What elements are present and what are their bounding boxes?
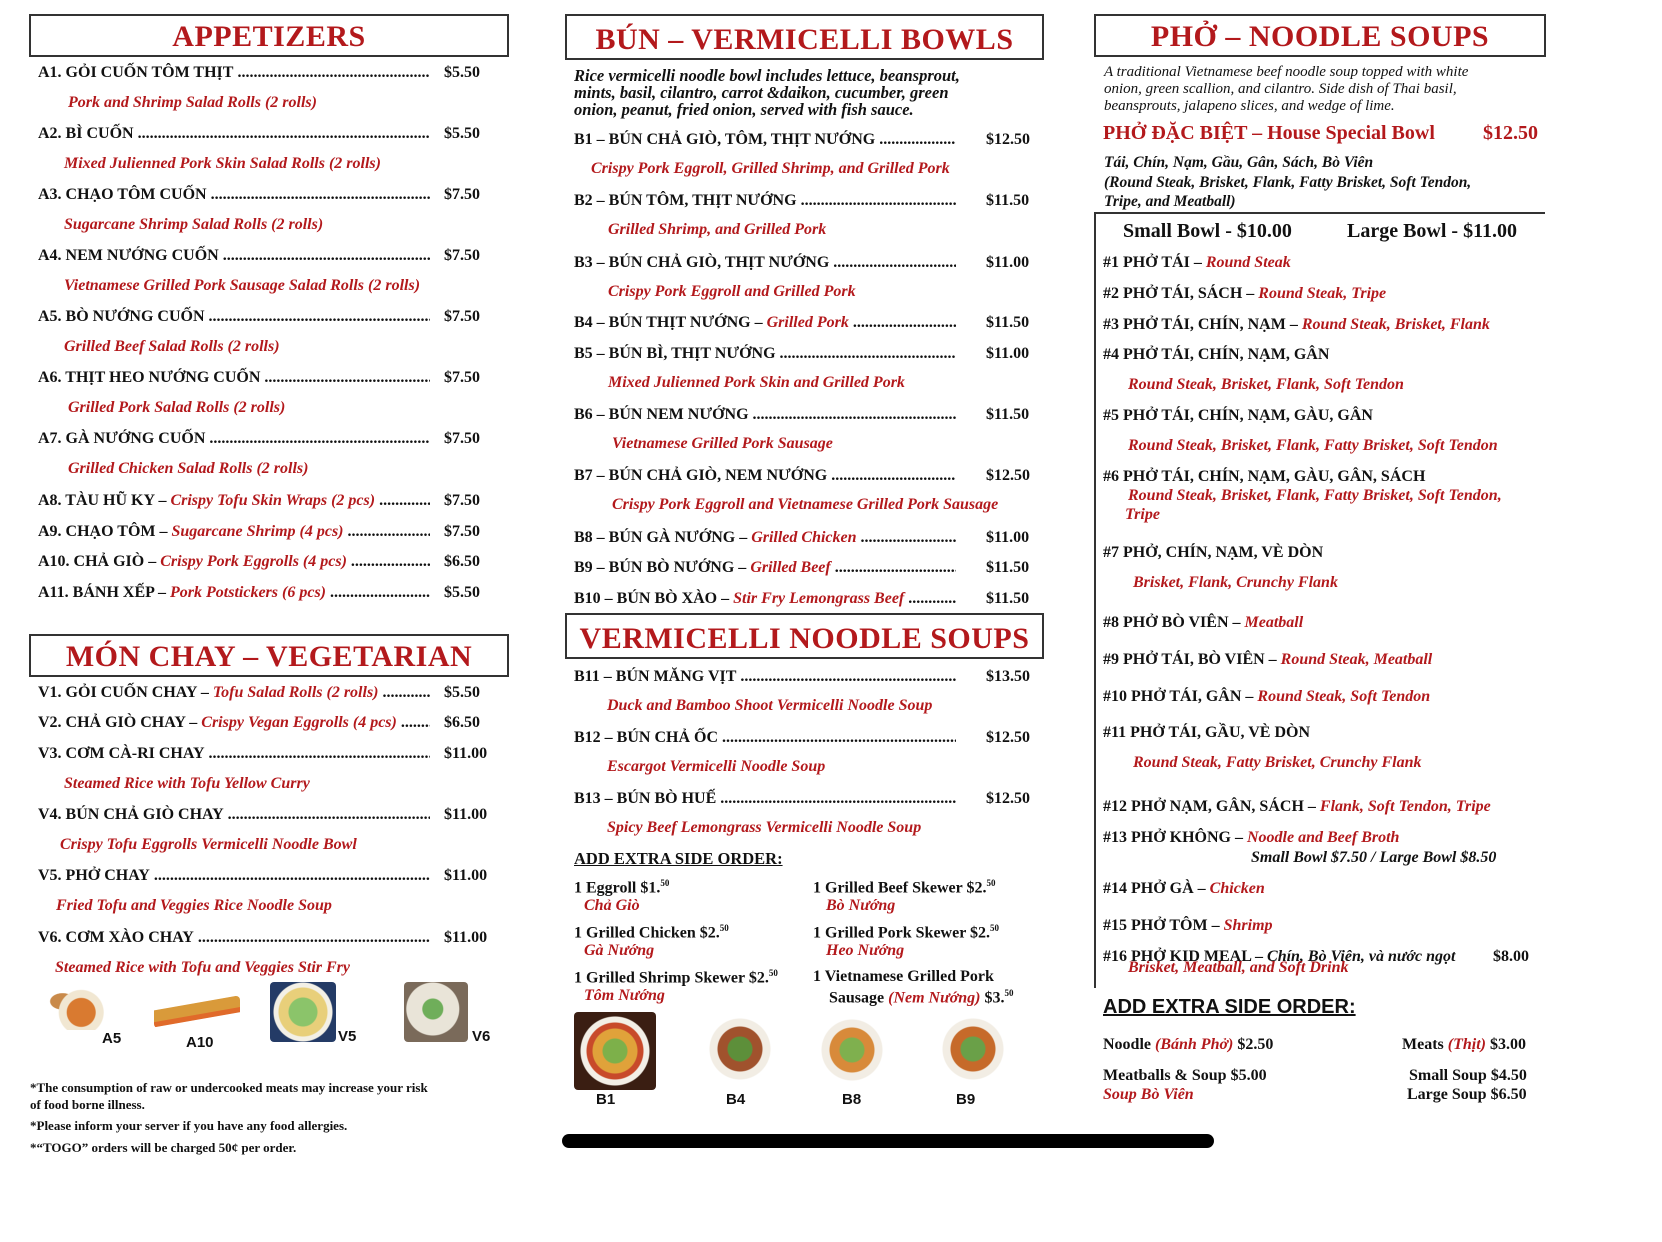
item-name-text: B12 – BÚN CHẢ ỐC	[574, 729, 719, 746]
extra-small-soup: Small Soup $4.50	[1409, 1067, 1527, 1084]
photo-label-b1: B1	[596, 1091, 616, 1108]
extra-large-soup: Large Soup $6.50	[1407, 1086, 1527, 1103]
vegetarian-item-name	[38, 929, 430, 947]
extra-sausage-vn: (Nem Nướng)	[888, 989, 981, 1007]
pho-item-english: Round Steak	[1205, 254, 1291, 271]
bun-item-description: Vietnamese Grilled Pork Sausage	[612, 435, 833, 452]
extra-meatballs-vn: Soup Bò Viên	[1103, 1086, 1194, 1103]
pho-special-desc-3: Tripe, and Meatball)	[1104, 193, 1236, 210]
appetizer-item-price: $5.50	[444, 64, 480, 81]
item-name-text: B13 – BÚN BÒ HUẾ	[574, 790, 717, 807]
item-name-text: A3. CHẠO TÔM CUỐN	[38, 186, 207, 203]
item-name-text: B2 – BÚN TÔM, THỊT NƯỚNG	[574, 192, 797, 209]
dot-leader	[861, 529, 956, 547]
pho-item-english: Chín, Bò Viên, và nước ngọt	[1267, 948, 1456, 965]
item-name-text: B8 – BÚN GÀ NƯỚNG –	[574, 529, 752, 546]
vegetarian-item-name	[38, 745, 430, 763]
dot-leader	[198, 929, 430, 947]
photo-a5	[44, 986, 106, 1030]
item-name-text: B6 – BÚN NEM NƯỚNG	[574, 406, 749, 423]
pho-item-description: Brisket, Flank, Crunchy Flank	[1133, 574, 1338, 591]
photo-a10	[154, 996, 240, 1028]
pho-title: PHỞ – NOODLE SOUPS	[1094, 14, 1546, 57]
pho-item-name-text: #13 PHỞ KHÔNG –	[1103, 829, 1247, 846]
bun-title: BÚN – VERMICELLI BOWLS	[565, 14, 1044, 60]
pho-item-english: Round Steak, Meatball	[1280, 651, 1433, 668]
item-name-text: B10 – BÚN BÒ XÀO –	[574, 590, 734, 607]
item-english-name: Sugarcane Shrimp (4 pcs)	[171, 523, 344, 540]
bun-item-name	[574, 314, 956, 332]
item-name-text: A8. TÀU HŨ KY –	[38, 492, 171, 509]
soup-item-name	[574, 729, 956, 747]
vegetarian-item-price: $11.00	[444, 806, 488, 823]
pho-left-rule	[1094, 212, 1096, 988]
photo-label-v6: V6	[472, 1028, 491, 1045]
appetizer-item-name	[38, 308, 430, 326]
vegetarian-item-description: Fried Tofu and Veggies Rice Noodle Soup	[56, 897, 332, 914]
dot-leader	[780, 345, 956, 363]
item-name-text: B4 – BÚN THỊT NƯỚNG –	[574, 314, 767, 331]
dot-leader	[351, 553, 430, 571]
pho-desc-line-3: beansprouts, jalapeno slices, and wedge of lime.	[1104, 98, 1395, 114]
pho-special-desc-2: (Round Steak, Brisket, Flank, Fatty Brisket, Soft Tendon,	[1104, 174, 1472, 191]
extra-sausage-pre: Sausage	[829, 989, 889, 1007]
dot-leader	[138, 125, 430, 143]
pho-item-name	[1103, 544, 1323, 562]
pho-item-name-text: #10 PHỞ TÁI, GÂN –	[1103, 688, 1258, 705]
appetizer-item-price: $7.50	[444, 430, 480, 447]
dot-leader	[853, 314, 956, 332]
appetizer-item-price: $7.50	[444, 523, 480, 540]
appetizer-item-price: $6.50	[444, 553, 480, 570]
appetizer-item-name	[38, 125, 430, 143]
item-english-name: Crispy Pork Eggrolls (4 pcs)	[160, 553, 347, 570]
soup-item-price: $12.50	[986, 790, 1030, 807]
pho-item-english: Round Steak, Tripe	[1258, 285, 1387, 302]
item-english-name: Pork Potstickers (6 pcs)	[170, 584, 326, 601]
pho-item-name	[1103, 614, 1303, 632]
appetizer-item-name	[38, 369, 430, 387]
pho-item-name	[1103, 254, 1291, 272]
pho-item-name	[1103, 829, 1399, 847]
vegetarian-item-price: $11.00	[444, 929, 488, 946]
bun-extras-title: ADD EXTRA SIDE ORDER:	[574, 849, 783, 868]
pho-item-name-text: #14 PHỞ GÀ –	[1103, 880, 1210, 897]
item-english-name: Crispy Tofu Skin Wraps (2 pcs)	[170, 492, 376, 509]
pho-item-english: Flank, Soft Tendon, Tripe	[1319, 798, 1491, 815]
pho-item-name	[1103, 316, 1490, 334]
soup-item-description: Spicy Beef Lemongrass Vermicelli Noodle Soup	[607, 819, 922, 836]
vegetarian-item-description: Steamed Rice with Tofu Yellow Curry	[64, 775, 310, 792]
appetizer-item-description: Mixed Julienned Pork Skin Salad Rolls (2 rolls)	[64, 155, 381, 172]
dot-leader	[831, 467, 956, 485]
dot-leader	[835, 559, 956, 577]
item-name-text: B5 – BÚN BÌ, THỊT NƯỚNG	[574, 345, 776, 362]
bun-desc-line-1: Rice vermicelli noodle bowl includes lettuce, beansprout,	[574, 66, 960, 85]
pho-item-name	[1103, 346, 1329, 364]
appetizer-item-name	[38, 64, 430, 82]
dot-leader	[801, 192, 956, 210]
extra-side-name: 1 Grilled Pork Skewer $2.	[813, 924, 991, 942]
item-name-text: V4. BÚN CHẢ GIÒ CHAY	[38, 806, 224, 823]
bun-item-name	[574, 406, 956, 424]
appetizer-item-price: $5.50	[444, 125, 480, 142]
appetizer-item-price: $7.50	[444, 492, 480, 509]
photo-label-b9: B9	[956, 1091, 976, 1108]
appetizer-item-name	[38, 430, 430, 448]
appetizer-item-name	[38, 553, 430, 571]
scrollbar[interactable]	[562, 1134, 1214, 1148]
bun-item-price: $11.00	[986, 345, 1030, 362]
pho-item-name-text: #5 PHỞ TÁI, CHÍN, NẠM, GÀU, GÂN	[1103, 407, 1373, 424]
vegetarian-item-description: Steamed Rice with Tofu and Veggies Stir Fry	[55, 959, 350, 976]
extra-side-vn-name: Gà Nướng	[584, 942, 655, 959]
appetizer-item-price: $7.50	[444, 308, 480, 325]
soup-item-description: Escargot Vermicelli Noodle Soup	[607, 758, 826, 775]
dot-leader	[209, 745, 430, 763]
pho-item-name-text: #9 PHỞ TÁI, BÒ VIÊN –	[1103, 651, 1281, 668]
vegetarian-item-description: Crispy Tofu Eggrolls Vermicelli Noodle Bowl	[60, 836, 357, 853]
extra-side-name: 1 Eggroll $1.	[574, 879, 661, 897]
dot-leader	[908, 590, 956, 608]
vegetarian-item-price: $11.00	[444, 867, 488, 884]
vegetarian-item-name	[38, 806, 430, 824]
extra-side-item	[574, 923, 729, 942]
dot-leader	[753, 406, 956, 424]
extra-side-cents: 50	[660, 878, 670, 888]
pho-item-name	[1103, 880, 1265, 898]
dot-leader	[209, 308, 430, 326]
bun-item-price: $12.50	[986, 131, 1030, 148]
vegetarian-item-name	[38, 867, 430, 885]
item-name-text: V6. CƠM XÀO CHAY	[38, 929, 194, 946]
item-english-name: Tofu Salad Rolls (2 rolls)	[212, 684, 379, 701]
vegetarian-item-price: $6.50	[444, 714, 480, 731]
appetizer-item-description: Grilled Chicken Salad Rolls (2 rolls)	[68, 460, 309, 477]
bun-item-price: $11.50	[986, 314, 1030, 331]
appetizer-item-description: Vietnamese Grilled Pork Sausage Salad Rolls (2 rolls)	[64, 277, 421, 294]
extra-meats-price: $3.00	[1485, 1036, 1526, 1053]
pho-item-name	[1103, 468, 1425, 486]
pho-item-name	[1103, 917, 1273, 935]
pho-item-name-text: #4 PHỞ TÁI, CHÍN, NẠM, GÂN	[1103, 346, 1330, 363]
photo-b4	[704, 1012, 776, 1086]
item-english-name: Grilled Pork	[766, 314, 849, 331]
bun-item-name	[574, 467, 956, 485]
item-name-text: A10. CHẢ GIÒ –	[38, 553, 161, 570]
pho-extras-title: ADD EXTRA SIDE ORDER:	[1103, 996, 1356, 1018]
pho-item-name-text: #8 PHỞ BÒ VIÊN –	[1103, 614, 1245, 631]
appetizer-item-name	[38, 492, 430, 510]
item-name-text: V5. PHỞ CHAY	[38, 867, 150, 884]
bun-item-description: Crispy Pork Eggroll and Grilled Pork	[608, 283, 856, 300]
bun-item-price: $11.50	[986, 559, 1030, 576]
vegetarian-title: MÓN CHAY – VEGETARIAN	[29, 634, 509, 677]
pho-item-english: Chicken	[1209, 880, 1265, 897]
item-english-name: Grilled Chicken	[751, 529, 857, 546]
bun-item-name	[574, 559, 956, 577]
pho-item-name-text: #11 PHỞ TÁI, GẦU, VÈ DÒN	[1103, 724, 1310, 741]
appetizer-item-price: $7.50	[444, 186, 480, 203]
dot-leader	[379, 492, 430, 510]
extra-side-item	[813, 923, 999, 942]
dot-leader	[330, 584, 430, 602]
bun-item-name	[574, 345, 956, 363]
pho-item-description-cont: Tripe	[1125, 506, 1160, 523]
pho-item-name	[1103, 724, 1310, 742]
dot-leader	[154, 867, 430, 885]
item-name-text: A7. GÀ NƯỚNG CUỐN	[38, 430, 206, 447]
dot-leader	[740, 668, 956, 686]
photo-b1	[574, 1012, 656, 1090]
pho-item-name	[1103, 688, 1430, 706]
appetizer-item-description: Pork and Shrimp Salad Rolls (2 rolls)	[68, 94, 317, 111]
extra-side-item	[574, 968, 778, 987]
extra-noodle-pre: Noodle	[1103, 1036, 1155, 1053]
dot-leader	[209, 430, 430, 448]
dot-leader	[383, 684, 431, 702]
bun-item-name	[574, 590, 956, 608]
item-name-text: B9 – BÚN BÒ NƯỚNG –	[574, 559, 751, 576]
bun-item-price: $11.00	[986, 529, 1030, 546]
pho-item-name-text: #15 PHỞ TÔM –	[1103, 917, 1224, 934]
item-name-text: A11. BÁNH XẾP –	[38, 584, 171, 601]
vegetarian-item-name	[38, 684, 430, 702]
extra-meats-pre: Meats	[1402, 1036, 1448, 1053]
item-name-text: V1. GỎI CUỐN CHAY –	[38, 684, 213, 701]
extra-side-cents: 50	[990, 923, 1000, 933]
pho-special-name: PHỞ ĐẶC BIỆT – House Special Bowl	[1103, 122, 1435, 144]
pho-special-desc-1: Tái, Chín, Nạm, Gầu, Gân, Sách, Bò Viên	[1104, 154, 1374, 171]
pho-item-name-text: #7 PHỞ, CHÍN, NẠM, VÈ DÒN	[1103, 544, 1324, 561]
extra-side-vn-name: Tôm Nướng	[584, 987, 665, 1004]
extra-side-item	[574, 878, 669, 897]
pho-item-name-text: #12 PHỞ NẠM, GÂN, SÁCH –	[1103, 798, 1320, 815]
pho-item-sizes: Small Bowl $7.50 / Large Bowl $8.50	[1251, 849, 1497, 866]
soup-item-name	[574, 668, 956, 686]
extra-side-cents: 50	[719, 923, 729, 933]
bun-item-description: Crispy Pork Eggroll and Vietnamese Grilled Pork Sausage	[612, 496, 999, 513]
item-name-text: B7 – BÚN CHẢ GIÒ, NEM NƯỚNG	[574, 467, 828, 484]
photo-v5	[270, 982, 336, 1042]
extra-side-vn-name: Heo Nướng	[826, 942, 905, 959]
dot-leader	[264, 369, 430, 387]
item-name-text: A2. BÌ CUỐN	[38, 125, 134, 142]
photo-v6	[404, 982, 468, 1042]
dot-leader	[211, 186, 430, 204]
bun-item-description: Mixed Julienned Pork Skin and Grilled Pork	[608, 374, 905, 391]
appetizer-item-price: $7.50	[444, 247, 480, 264]
item-name-text: V2. CHẢ GIÒ CHAY –	[38, 714, 202, 731]
item-name-text: A4. NEM NƯỚNG CUỐN	[38, 247, 219, 264]
photo-label-b4: B4	[726, 1091, 746, 1108]
pho-item-name-text: #16 PHỞ KID MEAL –	[1103, 948, 1268, 965]
soup-item-price: $13.50	[986, 668, 1030, 685]
bun-item-price: $11.00	[986, 254, 1030, 271]
extra-side-vn-name: Chả Giò	[584, 897, 640, 914]
dot-leader	[722, 729, 956, 747]
appetizer-item-description: Grilled Beef Salad Rolls (2 rolls)	[64, 338, 280, 355]
soups-title: VERMICELLI NOODLE SOUPS	[565, 613, 1044, 659]
extra-meatballs: Meatballs & Soup $5.00	[1103, 1067, 1267, 1084]
pho-item-english: Round Steak, Soft Tendon	[1257, 688, 1431, 705]
photo-b9	[934, 1012, 1012, 1086]
photo-label-b8: B8	[842, 1091, 862, 1108]
item-name-text: B3 – BÚN CHẢ GIÒ, THỊT NƯỚNG	[574, 254, 830, 271]
pho-item-name-text: #3 PHỞ TÁI, CHÍN, NẠM –	[1103, 316, 1302, 333]
note-raw-meat: *The consumption of raw or undercooked meats may increase your risk	[30, 1080, 428, 1095]
extra-sausage-sup: 50	[1004, 988, 1014, 998]
extra-sausage-price: $3.	[980, 989, 1005, 1007]
vegetarian-item-name	[38, 714, 430, 732]
extra-sausage-line2	[829, 988, 1014, 1007]
pho-item-english: Meatball	[1244, 614, 1304, 631]
vegetarian-item-price: $5.50	[444, 684, 480, 701]
note-togo: *“TOGO” orders will be charged 50¢ per order.	[30, 1140, 297, 1155]
extra-side-item	[813, 878, 995, 897]
dot-leader	[237, 64, 430, 82]
item-english-name: Crispy Vegan Eggrolls (4 pcs)	[201, 714, 397, 731]
pho-item-name-text: #1 PHỞ TÁI –	[1103, 254, 1206, 271]
note-allergies: *Please inform your server if you have any food allergies.	[30, 1118, 348, 1133]
appetizers-title: APPETIZERS	[29, 14, 509, 57]
extra-side-cents: 50	[986, 878, 996, 888]
photo-label-a10: A10	[186, 1034, 214, 1051]
item-name-text: A6. THỊT HEO NƯỚNG CUỐN	[38, 369, 261, 386]
bun-item-price: $11.50	[986, 590, 1030, 607]
photo-label-v5: V5	[338, 1028, 357, 1045]
item-name-text: V3. CƠM CÀ-RI CHAY	[38, 745, 205, 762]
bun-item-price: $11.50	[986, 192, 1030, 209]
dot-leader	[223, 247, 430, 265]
dot-leader	[401, 714, 430, 732]
pho-large-bowl: Large Bowl - $11.00	[1347, 220, 1517, 242]
appetizer-item-price: $5.50	[444, 584, 480, 601]
bun-desc-line-2: mints, basil, cilantro, carrot &daikon, cucumber, green	[574, 83, 949, 102]
bun-item-description: Crispy Pork Eggroll, Grilled Shrimp, and Grilled Pork	[591, 160, 950, 177]
photo-b8	[814, 1014, 890, 1086]
appetizer-item-name	[38, 584, 430, 602]
pho-item-name	[1103, 798, 1491, 816]
pho-item-english: Shrimp	[1223, 917, 1273, 934]
pho-special-price: $12.50	[1483, 122, 1538, 144]
pho-divider	[1094, 212, 1545, 214]
extra-noodle-vn: (Bánh Phở)	[1155, 1036, 1234, 1053]
pho-item-english: Noodle and Beef Broth	[1247, 829, 1400, 846]
pho-item-name	[1103, 407, 1373, 425]
item-name-text: B11 – BÚN MĂNG VỊT	[574, 668, 737, 685]
dot-leader	[348, 523, 430, 541]
soup-item-description: Duck and Bamboo Shoot Vermicelli Noodle Soup	[607, 697, 933, 714]
pho-item-description: Round Steak, Fatty Brisket, Crunchy Flank	[1133, 754, 1422, 771]
pho-item-name-text: #6 PHỞ TÁI, CHÍN, NẠM, GÀU, GÂN, SÁCH	[1103, 468, 1426, 485]
soup-item-price: $12.50	[986, 729, 1030, 746]
extra-side-name: 1 Grilled Shrimp Skewer $2.	[574, 969, 769, 987]
pho-item-description: Round Steak, Brisket, Flank, Fatty Brisket, Soft Tendon,	[1128, 487, 1502, 504]
extra-meats	[1402, 1036, 1526, 1054]
soup-item-name	[574, 790, 956, 808]
appetizer-item-description: Sugarcane Shrimp Salad Rolls (2 rolls)	[64, 216, 324, 233]
pho-item-name	[1103, 651, 1432, 669]
extra-sausage: 1 Vietnamese Grilled Pork	[813, 968, 994, 985]
pho-desc-line-1: A traditional Vietnamese beef noodle soup topped with white	[1104, 64, 1469, 80]
appetizer-item-description: Grilled Pork Salad Rolls (2 rolls)	[68, 399, 286, 416]
item-name-text: B1 – BÚN CHẢ GIÒ, TÔM, THỊT NƯỚNG	[574, 131, 876, 148]
dot-leader	[833, 254, 956, 272]
bun-item-price: $11.50	[986, 406, 1030, 423]
pho-item-description: Brisket, Meatball, and Soft Drink	[1128, 959, 1349, 976]
pho-item-price: $8.00	[1493, 948, 1529, 965]
extra-side-cents: 50	[768, 968, 778, 978]
bun-item-name	[574, 131, 956, 149]
extra-side-name: 1 Grilled Beef Skewer $2.	[813, 879, 987, 897]
appetizer-item-name	[38, 247, 430, 265]
bun-desc-line-3: onion, peanut, fried onion, served with fish sauce.	[574, 100, 914, 119]
extra-noodle-price: $2.50	[1233, 1036, 1274, 1053]
pho-item-description: Round Steak, Brisket, Flank, Soft Tendon	[1128, 376, 1404, 393]
pho-item-name-text: #2 PHỞ TÁI, SÁCH –	[1103, 285, 1259, 302]
pho-small-bowl: Small Bowl - $10.00	[1123, 220, 1292, 242]
vegetarian-item-price: $11.00	[444, 745, 488, 762]
extra-meats-vn: (Thịt)	[1447, 1036, 1486, 1053]
note-raw-meat-cont: of food borne illness.	[30, 1097, 145, 1112]
dot-leader	[879, 131, 956, 149]
extra-side-name: 1 Grilled Chicken $2.	[574, 924, 720, 942]
appetizer-item-price: $7.50	[444, 369, 480, 386]
pho-item-name	[1103, 285, 1386, 303]
extra-side-vn-name: Bò Nướng	[826, 897, 896, 914]
dot-leader	[228, 806, 430, 824]
bun-item-description: Grilled Shrimp, and Grilled Pork	[608, 221, 827, 238]
bun-item-name	[574, 192, 956, 210]
appetizer-item-name	[38, 186, 430, 204]
appetizer-item-name	[38, 523, 430, 541]
extra-noodle	[1103, 1036, 1273, 1054]
item-english-name: Stir Fry Lemongrass Beef	[733, 590, 905, 607]
item-name-text: A5. BÒ NƯỚNG CUỐN	[38, 308, 205, 325]
bun-item-price: $12.50	[986, 467, 1030, 484]
dot-leader	[720, 790, 956, 808]
item-name-text: A1. GỎI CUỐN TÔM THỊT	[38, 64, 234, 81]
pho-desc-line-2: onion, green scallion, and cilantro. Side dish of Thai basil,	[1104, 81, 1457, 97]
bun-item-name	[574, 254, 956, 272]
bun-item-name	[574, 529, 956, 547]
pho-item-description: Round Steak, Brisket, Flank, Fatty Brisket, Soft Tendon	[1128, 437, 1498, 454]
item-english-name: Grilled Beef	[750, 559, 831, 576]
photo-label-a5: A5	[102, 1030, 122, 1047]
pho-item-english: Round Steak, Brisket, Flank	[1301, 316, 1490, 333]
item-name-text: A9. CHẠO TÔM –	[38, 523, 172, 540]
